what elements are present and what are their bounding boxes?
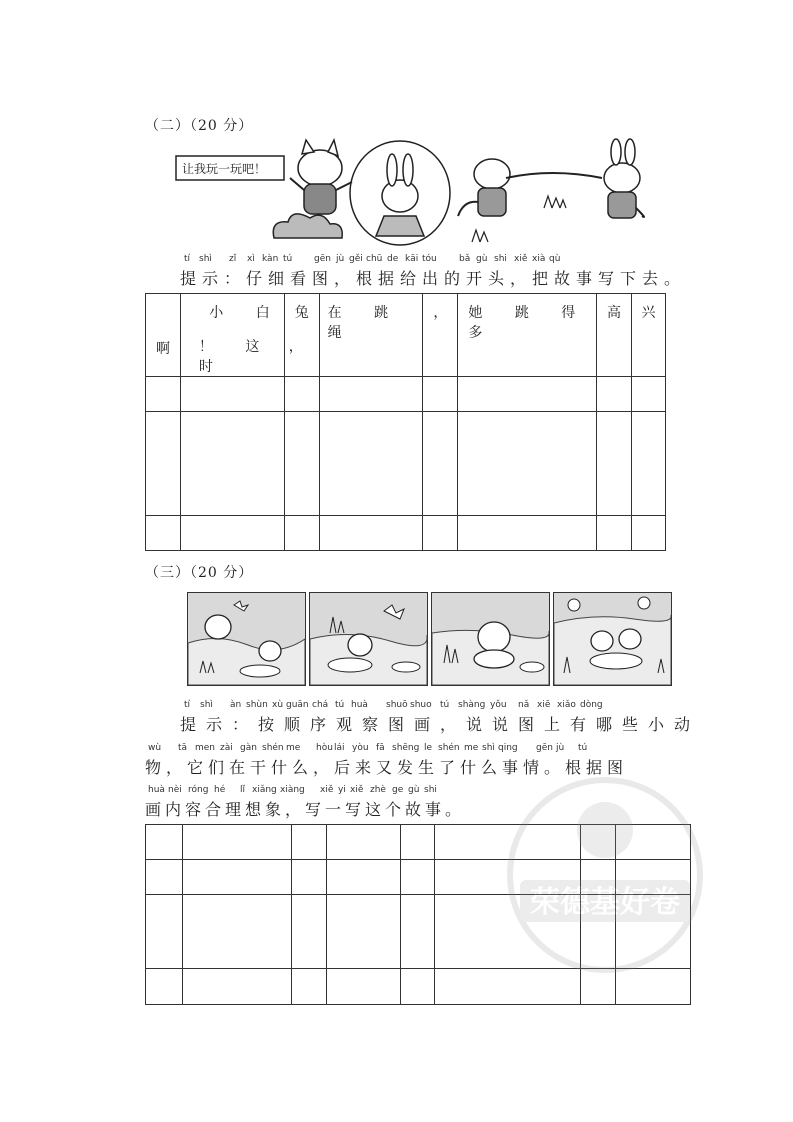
grid-cell[interactable]: 兴: [631, 294, 665, 377]
grid-cell[interactable]: [180, 377, 284, 412]
pinyin: shēng: [392, 743, 420, 753]
grid-cell[interactable]: 啊: [146, 294, 181, 377]
pinyin: xiǎng: [252, 785, 277, 795]
pinyin: nǎ: [518, 700, 530, 710]
pinyin: shì: [199, 254, 212, 264]
grid-cell[interactable]: [146, 860, 183, 895]
pinyin: gēn: [314, 254, 331, 264]
pinyin: zài: [220, 743, 233, 753]
grid-cell[interactable]: [326, 825, 400, 860]
grid-row: [146, 516, 666, 551]
grid-cell[interactable]: [284, 516, 319, 551]
pinyin: shi: [424, 785, 437, 795]
grid-cell[interactable]: [146, 377, 181, 412]
grid-cell[interactable]: 她 跳 得 多: [458, 294, 597, 377]
pinyin: chá: [312, 700, 329, 710]
section-2-hint-line-3: 画内容合理想象，写一写这个故事。: [145, 800, 466, 819]
grid-cell[interactable]: [326, 969, 400, 1005]
pinyin: yi: [338, 785, 346, 795]
section-1-hint: 提示：仔细看图，根据给出的开头，把故事写下去。: [180, 269, 687, 288]
grid-cell[interactable]: [180, 412, 284, 516]
watermark-logo: [505, 770, 705, 980]
pinyin: tí: [184, 254, 191, 264]
grid-cell[interactable]: [291, 825, 326, 860]
grid-cell[interactable]: 高: [597, 294, 632, 377]
picture-panel-4: [553, 592, 672, 686]
section-2-title: （三）（20 分）: [145, 565, 254, 581]
pinyin: me: [286, 743, 301, 753]
grid-cell[interactable]: [631, 377, 665, 412]
pinyin: xiǎo: [557, 700, 576, 710]
pinyin: me: [464, 743, 479, 753]
section-2-hint-line-2: 物，它们在干什么，后来又发生了什么事情。根据图: [145, 758, 629, 777]
pinyin: jù: [556, 743, 565, 753]
pinyin: xiě: [350, 785, 364, 795]
speech-bubble-text: 让我玩一玩吧！: [182, 162, 267, 176]
grid-cell[interactable]: [182, 895, 291, 969]
grid-cell[interactable]: 小 白 ！ 这 时: [180, 294, 284, 377]
section-2-hint-line-1: 提示：按顺序观察图画，说说图上有哪些小动: [180, 715, 701, 734]
grid-cell[interactable]: [291, 895, 326, 969]
picture-panel-2: [309, 592, 428, 686]
grid-cell[interactable]: [146, 895, 183, 969]
grid-cell[interactable]: [146, 969, 183, 1005]
grid-cell[interactable]: [180, 516, 284, 551]
grid-cell[interactable]: [146, 516, 181, 551]
grid-cell[interactable]: [400, 969, 435, 1005]
pinyin: xiě: [320, 785, 334, 795]
section-1-hint-pinyin: [184, 254, 644, 266]
grid-cell[interactable]: [400, 895, 435, 969]
grid-cell[interactable]: [400, 825, 435, 860]
pinyin: gàn: [240, 743, 257, 753]
pinyin: huà: [351, 700, 368, 710]
grid-cell[interactable]: [146, 412, 181, 516]
grid-cell[interactable]: [597, 516, 632, 551]
grid-cell[interactable]: [319, 516, 423, 551]
pinyin: gěi: [349, 254, 363, 264]
pinyin: qing: [498, 743, 518, 753]
pinyin: yǒu: [490, 700, 507, 710]
grid-cell[interactable]: [284, 377, 319, 412]
pinyin: chū: [366, 254, 383, 264]
grid-cell[interactable]: [631, 516, 665, 551]
pinyin: fā: [376, 743, 385, 753]
pinyin: shùn: [246, 700, 268, 710]
pinyin: zhè: [370, 785, 386, 795]
pinyin: zǐ: [229, 254, 237, 264]
grid-cell[interactable]: 兔 ，: [284, 294, 319, 377]
pinyin: hòu: [316, 743, 333, 753]
pinyin: yòu: [352, 743, 369, 753]
grid-cell[interactable]: [291, 860, 326, 895]
pinyin: tā: [178, 743, 188, 753]
pinyin: jù: [336, 254, 345, 264]
pinyin: shuo: [410, 700, 432, 710]
grid-cell[interactable]: [182, 969, 291, 1005]
grid-cell[interactable]: [458, 516, 597, 551]
grid-cell[interactable]: 在 跳 绳: [319, 294, 423, 377]
pinyin: tú: [335, 700, 345, 710]
pinyin: guān: [286, 700, 309, 710]
pinyin: gēn: [536, 743, 553, 753]
pinyin: gù: [408, 785, 420, 795]
pinyin: bǎ: [459, 254, 471, 264]
pinyin: qù: [549, 254, 561, 264]
grid-cell[interactable]: [326, 895, 400, 969]
pinyin: de: [387, 254, 399, 264]
pinyin: dòng: [580, 700, 603, 710]
grid-cell[interactable]: [319, 412, 423, 516]
pinyin: shuō: [386, 700, 408, 710]
pinyin: lái: [334, 743, 345, 753]
pinyin: tú: [283, 254, 293, 264]
pinyin: shàng: [458, 700, 486, 710]
grid-cell[interactable]: [597, 412, 632, 516]
pinyin: shi: [494, 254, 507, 264]
section-2-hint-line-2-pinyin: [148, 743, 728, 755]
pinyin: xià: [532, 254, 546, 264]
grid-cell[interactable]: ，: [423, 294, 458, 377]
pinyin: nèi: [168, 785, 182, 795]
pinyin: shì: [482, 743, 495, 753]
pinyin: le: [424, 743, 433, 753]
grid-cell[interactable]: [400, 860, 435, 895]
pinyin: gù: [476, 254, 488, 264]
section-1-title: （二）（20 分）: [145, 118, 254, 134]
grid-cell[interactable]: [597, 377, 632, 412]
grid-cell[interactable]: [291, 969, 326, 1005]
pinyin: xiē: [537, 700, 551, 710]
pinyin: huà: [148, 785, 165, 795]
pinyin: xù: [272, 700, 284, 710]
picture-panel-3: [431, 592, 550, 686]
pinyin: xiàng: [280, 785, 305, 795]
pinyin: kāi: [405, 254, 419, 264]
grid-row: [146, 294, 666, 377]
grid-cell[interactable]: [182, 860, 291, 895]
grid-row: [146, 412, 666, 516]
watermark-text: 荣德基好卷: [530, 885, 680, 920]
grid-cell[interactable]: [423, 412, 458, 516]
section-1-writing-grid: [145, 293, 666, 551]
pinyin: róng: [188, 785, 209, 795]
grid-cell[interactable]: [284, 412, 319, 516]
pinyin: àn: [230, 700, 242, 710]
grid-cell[interactable]: [326, 860, 400, 895]
pinyin: shì: [200, 700, 213, 710]
grid-row: [146, 377, 666, 412]
pinyin: tú: [440, 700, 450, 710]
pinyin: tí: [184, 700, 191, 710]
grid-cell[interactable]: [458, 412, 597, 516]
pinyin: ge: [392, 785, 404, 795]
pinyin: shén: [262, 743, 284, 753]
grid-cell[interactable]: [182, 825, 291, 860]
pinyin: shén: [438, 743, 460, 753]
grid-cell[interactable]: [423, 516, 458, 551]
pinyin: tóu: [422, 254, 437, 264]
grid-cell[interactable]: [631, 412, 665, 516]
pinyin: hé: [214, 785, 226, 795]
pinyin: wù: [148, 743, 162, 753]
grid-cell[interactable]: [458, 377, 597, 412]
section-1-illustration: [172, 138, 662, 246]
pinyin: tú: [578, 743, 588, 753]
picture-panel-1: [187, 592, 306, 686]
pinyin: xiě: [514, 254, 528, 264]
pinyin: kàn: [262, 254, 279, 264]
pinyin: xì: [247, 254, 255, 264]
grid-cell[interactable]: [319, 377, 423, 412]
pinyin: men: [195, 743, 216, 753]
pinyin: lǐ: [240, 785, 246, 795]
grid-cell[interactable]: [146, 825, 183, 860]
section-2-hint-line-1-pinyin: [184, 700, 724, 712]
grid-cell[interactable]: [423, 377, 458, 412]
